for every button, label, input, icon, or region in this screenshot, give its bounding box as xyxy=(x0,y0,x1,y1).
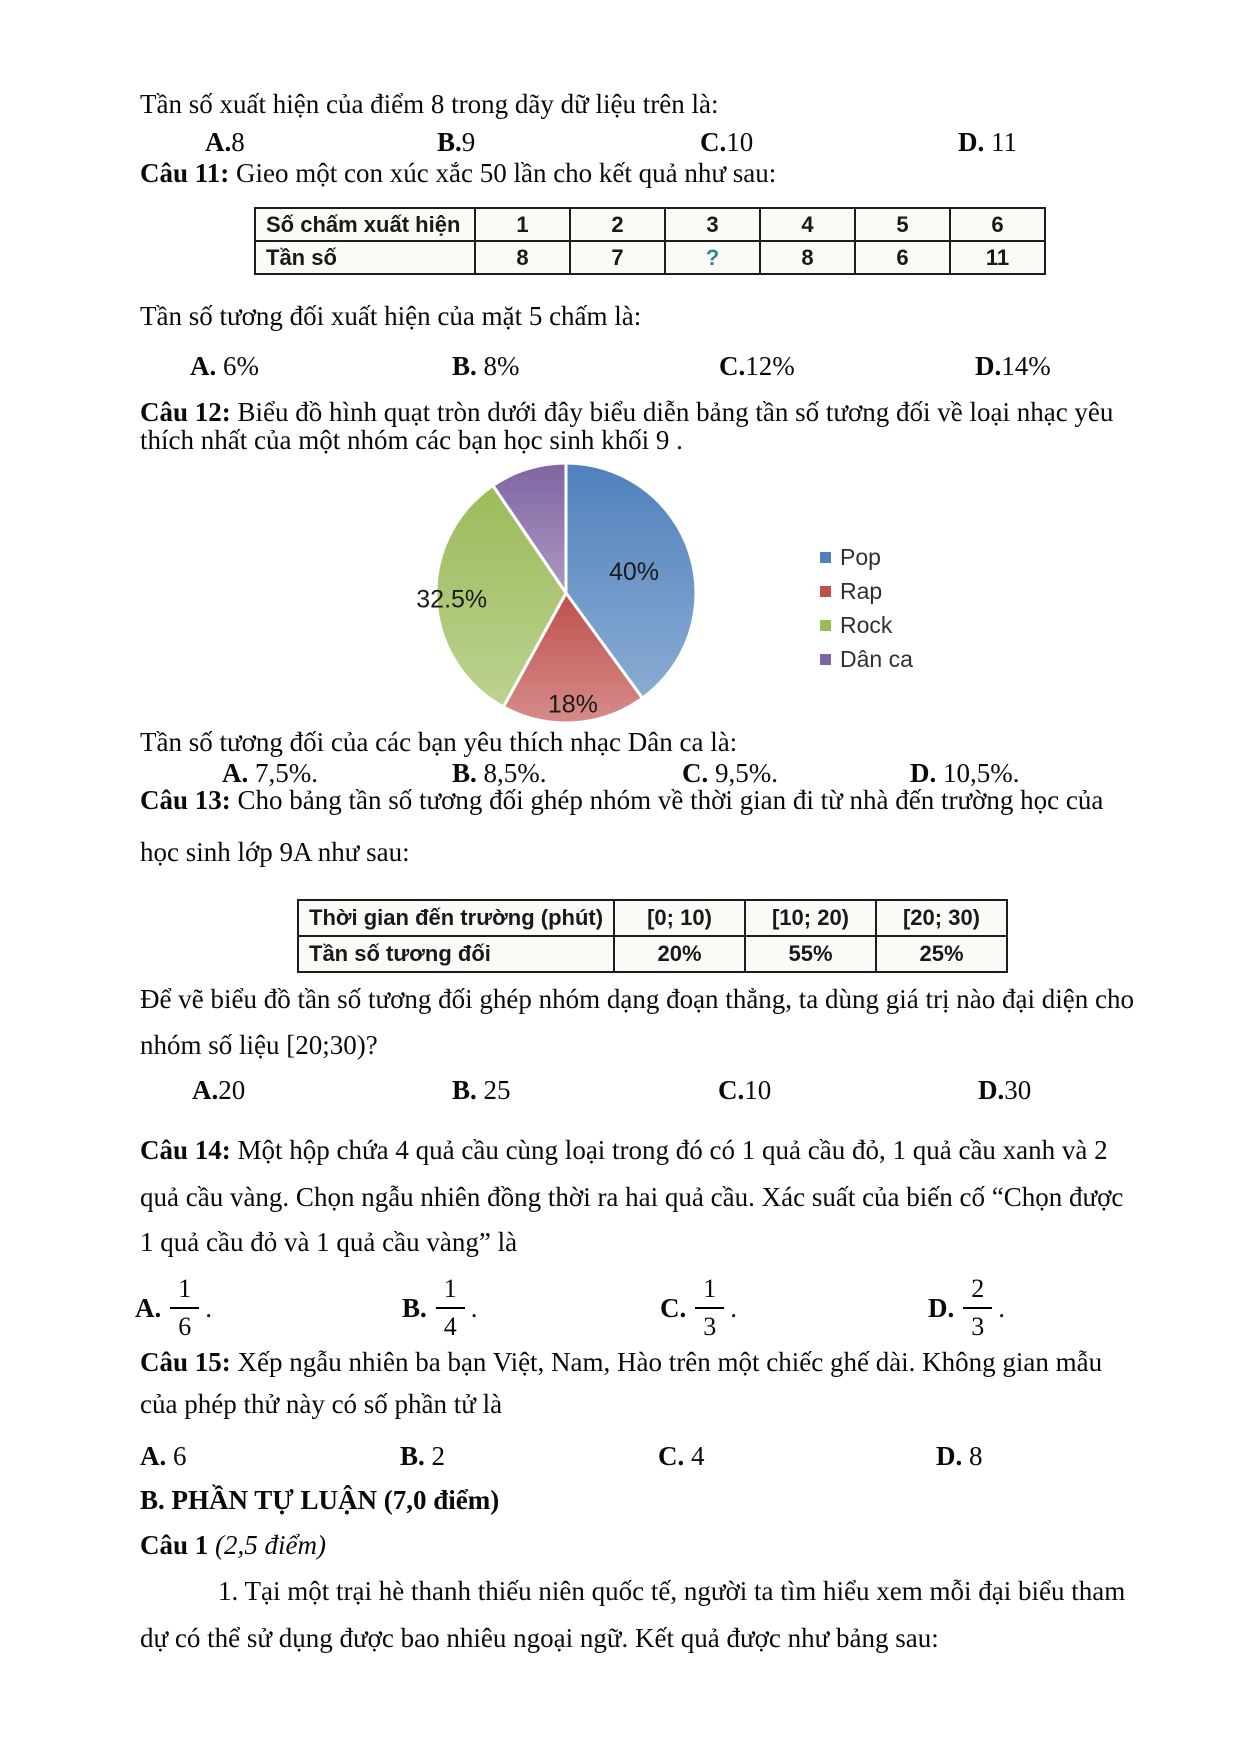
table-cell: 25% xyxy=(876,936,1007,972)
option-text: 2 xyxy=(424,1441,446,1471)
option-d xyxy=(978,1070,1031,1110)
table-cell: 6 xyxy=(855,241,950,274)
option-c xyxy=(718,1070,771,1110)
option-b xyxy=(452,1070,511,1110)
option-letter: D. xyxy=(910,758,937,788)
option-b xyxy=(400,1436,445,1476)
q13-intro-text: Cho bảng tần số tương đối ghép nhóm về thời gian đi từ nhà đến trường học của xyxy=(230,785,1104,815)
option-letter: B. xyxy=(400,1441,425,1471)
legend-label: Dân ca xyxy=(840,645,913,672)
option-text: 12% xyxy=(745,351,795,381)
option-text: 6% xyxy=(216,351,259,381)
option-d xyxy=(975,346,1051,386)
option-text: 25 xyxy=(476,1075,511,1105)
option-letter: D. xyxy=(928,1292,955,1323)
option-text: 8 xyxy=(962,1441,983,1471)
q11-intro xyxy=(140,153,776,193)
q12-label: Câu 12: xyxy=(140,397,231,427)
q14-intro-line3: 1 quả cầu đỏ và 1 quả cầu vàng” là xyxy=(140,1227,518,1257)
q12-question: Tần số tương đối của các bạn yêu thích nhạc Dân ca là: xyxy=(140,727,738,757)
table-row xyxy=(255,208,1045,241)
option-text: 8% xyxy=(476,351,520,381)
option-text: 7,5%. xyxy=(248,758,318,788)
option-text: 10 xyxy=(744,1075,772,1105)
q13-question-line2: nhóm số liệu [20;30)? xyxy=(140,1030,378,1060)
fraction-denominator: 3 xyxy=(703,1312,717,1341)
table-row xyxy=(255,241,1045,274)
option-d xyxy=(936,1436,983,1476)
option-letter: C. xyxy=(658,1441,685,1471)
table-cell: 8 xyxy=(760,241,855,274)
pie-chart-svg xyxy=(416,453,706,733)
travel-time-table xyxy=(297,899,1008,973)
option-letter: C. xyxy=(660,1292,687,1323)
fraction-numerator: 2 xyxy=(963,1274,992,1309)
legend-item-rap xyxy=(820,574,913,608)
q15-intro-line1 xyxy=(140,1342,1102,1382)
option-c xyxy=(658,1436,705,1476)
fraction xyxy=(436,1274,465,1342)
essay-q1-line2: dự có thể sử dụng được bao nhiêu ngoại ngữ. Kết quả được như bảng sau: xyxy=(140,1623,939,1653)
q12-intro-line2: thích nhất của một nhóm các bạn học sinh khối 9 . xyxy=(140,425,683,455)
q14-intro-text: Một hộp chứa 4 quả cầu cùng loại trong đó có 1 quả cầu đỏ, 1 quả cầu xanh và 2 xyxy=(230,1135,1108,1165)
option-letter: B. xyxy=(402,1292,427,1323)
q11-label: Câu 11: xyxy=(140,158,230,188)
q15-options xyxy=(0,1436,1241,1476)
table-cell: 11 xyxy=(950,241,1045,274)
option-suffix: . xyxy=(470,1292,478,1323)
option-letter: B. xyxy=(452,351,477,381)
row-header: Tần số tương đối xyxy=(298,936,614,972)
option-a xyxy=(190,346,259,386)
table-cell: 8 xyxy=(475,241,570,274)
q15-label: Câu 15: xyxy=(140,1347,231,1377)
table-cell: 20% xyxy=(614,936,745,972)
option-letter: A. xyxy=(205,127,232,157)
legend-label: Rock xyxy=(840,611,893,638)
legend-label: Pop xyxy=(840,543,881,570)
option-letter: A. xyxy=(190,351,217,381)
pie-slice-label: 40% xyxy=(608,557,660,586)
option-letter: B. xyxy=(437,127,462,157)
legend-item-rock xyxy=(820,608,913,642)
music-pie-chart xyxy=(416,453,706,733)
option-text: 14% xyxy=(1001,351,1051,381)
pie-slice-label: 18% xyxy=(547,690,598,719)
option-text: 4 xyxy=(684,1441,705,1471)
q13-label: Câu 13: xyxy=(140,785,231,815)
legend-item-pop xyxy=(820,540,913,574)
q11-options xyxy=(0,346,1241,386)
table-cell: 7 xyxy=(570,241,665,274)
fraction-numerator: 1 xyxy=(170,1274,199,1309)
q14-intro-line1 xyxy=(140,1130,1108,1170)
option-suffix: . xyxy=(730,1292,737,1323)
option-letter: D. xyxy=(958,127,985,157)
option-text: 10,5%. xyxy=(936,758,1020,788)
essay-q1-heading xyxy=(140,1525,326,1565)
option-d xyxy=(928,1268,1005,1348)
q14-label: Câu 14: xyxy=(140,1135,231,1165)
table-row xyxy=(298,900,1007,936)
option-letter: C. xyxy=(719,351,746,381)
table-row xyxy=(298,936,1007,972)
option-b xyxy=(402,1268,478,1348)
fraction xyxy=(170,1274,199,1342)
row-header: Thời gian đến trường (phút) xyxy=(298,900,614,936)
dice-frequency-table xyxy=(254,207,1046,275)
essay-q1-label: Câu 1 xyxy=(140,1530,216,1560)
option-letter: C. xyxy=(700,127,727,157)
q11-question: Tần số tương đối xuất hiện của mặt 5 chấm là: xyxy=(140,301,642,331)
q11-intro-text: Gieo một con xúc xắc 50 lần cho kết quả như sau: xyxy=(229,158,777,188)
option-letter: A. xyxy=(222,758,249,788)
essay-q1-line1: 1. Tại một trại hè thanh thiếu niên quốc tế, người ta tìm hiểu xem mỗi đại biểu tham xyxy=(218,1576,1126,1606)
option-letter: D. xyxy=(936,1441,963,1471)
q13-intro-line1 xyxy=(140,780,1103,820)
legend-item-danca xyxy=(820,642,913,676)
option-letter: B. xyxy=(452,758,477,788)
q12-intro-text: Biểu đồ hình quạt tròn dưới đây biểu diễn bảng tần số tương đối về loại nhạc yêu xyxy=(230,397,1114,427)
option-text: 9,5%. xyxy=(708,758,778,788)
option-b xyxy=(452,346,520,386)
option-letter: B. xyxy=(452,1075,477,1105)
legend-swatch-rap-icon xyxy=(820,586,831,597)
pie-slice-label: 32.5% xyxy=(416,585,488,614)
table-cell: 1 xyxy=(475,208,570,241)
q10-question: Tần số xuất hiện của điểm 8 trong dãy dữ liệu trên là: xyxy=(140,89,719,119)
fraction xyxy=(963,1274,992,1342)
unknown-frequency-cell: ? xyxy=(665,241,760,274)
q15-intro-line2: của phép thử này có số phần tử là xyxy=(140,1389,503,1419)
option-text: 11 xyxy=(984,127,1017,157)
row-header: Số chấm xuất hiện xyxy=(255,208,475,241)
option-letter: A. xyxy=(192,1075,219,1105)
table-cell: [10; 20) xyxy=(745,900,876,936)
option-d xyxy=(958,122,1017,162)
table-cell: 55% xyxy=(745,936,876,972)
option-a xyxy=(192,1070,245,1110)
q15-intro-text: Xếp ngẫu nhiên ba bạn Việt, Nam, Hào trên một chiếc ghế dài. Không gian mẫu xyxy=(230,1347,1103,1377)
legend-swatch-pop-icon xyxy=(820,552,831,563)
table-cell: 2 xyxy=(570,208,665,241)
option-text: 9 xyxy=(461,127,476,157)
option-a xyxy=(140,1436,187,1476)
fraction-denominator: 6 xyxy=(178,1312,192,1341)
option-c xyxy=(660,1268,737,1348)
pie-legend xyxy=(820,540,913,676)
legend-swatch-rock-icon xyxy=(820,620,831,631)
fraction-numerator: 1 xyxy=(436,1274,465,1309)
q14-options xyxy=(0,1268,1241,1348)
option-suffix: . xyxy=(205,1292,212,1323)
legend-swatch-danca-icon xyxy=(820,654,831,665)
option-letter: C. xyxy=(682,758,709,788)
option-text: 8 xyxy=(231,127,245,157)
q13-question-line1: Để vẽ biểu đồ tần số tương đối ghép nhóm dạng đoạn thẳng, ta dùng giá trị nào đại diện cho xyxy=(140,984,1134,1014)
option-suffix: . xyxy=(998,1292,1005,1323)
option-text: 6 xyxy=(166,1441,187,1471)
option-letter: A. xyxy=(135,1292,162,1323)
table-cell: 5 xyxy=(855,208,950,241)
option-letter: C. xyxy=(718,1075,745,1105)
option-text: 8,5%. xyxy=(476,758,547,788)
q14-intro-line2: quả cầu vàng. Chọn ngẫu nhiên đồng thời ra hai quả cầu. Xác suất của biến cố “Chọn được xyxy=(140,1182,1124,1212)
option-a xyxy=(135,1268,212,1348)
table-cell: [0; 10) xyxy=(614,900,745,936)
option-text: 10 xyxy=(726,127,754,157)
fraction-denominator: 4 xyxy=(443,1312,457,1341)
fraction-denominator: 3 xyxy=(971,1312,985,1341)
legend-label: Rap xyxy=(840,577,883,604)
q13-options xyxy=(0,1070,1241,1110)
table-cell: [20; 30) xyxy=(876,900,1007,936)
section-b-heading: B. PHẦN TỰ LUẬN (7,0 điểm) xyxy=(140,1485,500,1515)
essay-q1-points: (2,5 điểm) xyxy=(215,1530,326,1560)
option-letter: D. xyxy=(978,1075,1005,1105)
table-cell: 6 xyxy=(950,208,1045,241)
q13-intro-line2: học sinh lớp 9A như sau: xyxy=(140,837,410,867)
row-header: Tần số xyxy=(255,241,475,274)
option-c xyxy=(719,346,795,386)
option-text: 30 xyxy=(1004,1075,1032,1105)
fraction xyxy=(695,1274,724,1342)
table-cell: 4 xyxy=(760,208,855,241)
option-letter: D. xyxy=(975,351,1002,381)
fraction-numerator: 1 xyxy=(695,1274,724,1309)
option-text: 20 xyxy=(218,1075,246,1105)
option-letter: A. xyxy=(140,1441,167,1471)
table-cell: 3 xyxy=(665,208,760,241)
